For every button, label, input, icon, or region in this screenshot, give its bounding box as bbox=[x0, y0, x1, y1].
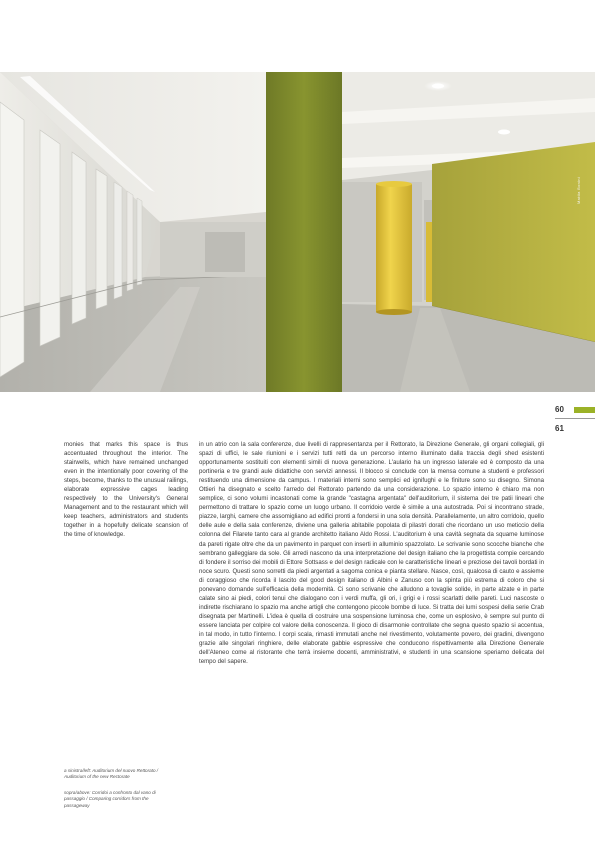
caption-left: a sinistra/left: Auditorium del nuovo Rettorato / Auditorium of the new Rectorate bbox=[64, 768, 159, 780]
page-number-right: 61 bbox=[555, 424, 564, 433]
page-number-left: 60 bbox=[555, 405, 564, 414]
corridor-photo bbox=[0, 72, 595, 392]
photo-credit: Mattia Bonini bbox=[576, 176, 581, 204]
page-number-divider bbox=[555, 418, 595, 419]
english-text-column: monies that marks this space is thus accentuated throughout the interior. The stairwells, which have remained unchanged even in the intentionally poor covering of the steps, become, thanks to the unusual railings, elaborate expressive cages leading respectively to the University's General Management and to the restaurant which will keep teachers, administrators and students together in a hopefully delicate scansion of the time of knowledge. bbox=[64, 441, 188, 539]
corridor-photo-illustration bbox=[0, 72, 595, 392]
caption-above: sopra/above: Corridoi a confronto dal vano di passaggio / Comparing corridors from the passageway bbox=[64, 790, 156, 808]
italian-text-column: in un atrio con la sala conferenze, due livelli di rappresentanza per il Rettorato, la Direzione Generale, gli organi collegiali, gli spazi di uffici, le sale riunioni e i servizi tutti retti da un percorso interno illuminato dalla traccia degli shed esistenti opportunamente sostituiti con elementi simili di nuova generazione. L'aulario ha un ingresso laterale ed è composto da una portineria e tre grandi aule didattiche con servizi annessi. Il blocco si conclude con la mensa comune a studenti e professori restituendo una dimensione da campus. I materiali interni sono semplici ed ignifughi e le finiture sono su disegno. Simona Ottieri ha disegnato e scelto l'arredo del Rettorato partendo da una considerazione. Lo spazio interno è chiaro ma non semplice, ci sono volumi incastonati come la grande "castagna argentata" dell'auditorium, il sistema dei tre patii lineari che permettono di trattare lo spazio come un luogo urbano. Il corridoio verde è simile a una autostrada. Poi si incontrano strade, piazze, larghi, camere che assomigliano ad edifici pronti a fondersi in una sola densità. Parallelamente, un altro corridoio, quello delle aule e della sala conferenze, diviene una galleria abitabile popolata di pilastri dorati che ricordano un uso meticcio della colonna del Filarete tanto cara al grande architetto italiano Aldo Rossi. L'auditorium è una cavità segnata da squame luminose da pareti rigate oltre che da un pavimento in parquet con inserti in alluminio spazzolato. Le scrivanie sono scocche bianche che sembrano galleggiare da sole. Gli arredi nascono da una interpretazione del design italiano che la progettista compie cercando di fondere il sorriso dei mobili di Ettore Sottsass e del design radicale con le caratteristiche lineari e preziose dei tavoli bordati in noce scuro. Questi sono sorretti da piedi argentati a sagoma conica e pianta stellare. Nasce, così, qualcosa di cauto e assieme di coraggioso che ricorda il lascito del good design italiano di Albini e Zanuso con la spinta più estrema di coloro che si ponevano domande sull'efficacia della modernità. Ci sono scrivanie che alludono a tovaglie solide, in parte alzate e in parte calate sino ai piedi, colori tenui che dialogano con i verdi muffa, gli ori, i grigi e i rossi scarlatti delle pareti. Luci nascoste o indirette rischiarano lo spazio ma anche artigli che contengono piccole bombe di luce. Si tratta dei lumi sospesi della serie Crab disegnata per Martinelli. L'idea è quella di costruire una sospensione luminosa che, come un esplosivo, è sempre sul punto di essere lanciata per colpire col valore della conoscenza. Il gioco di disarmonie controllate che segna questo spazio si accentua, in tal modo, in tutto l'interno. I corpi scala, rimasti immutati anche nel rivestimento, volutamente povero, dei gradini, divengono grazie alle singolari ringhiere, delle elaborate gabbie espressive che conducono rispettivamente alla Direzione Generale dell'Ateneo come al ristorante che terrà insieme docenti, amministrativi, e studenti in una scansione speriamo delicata del tempo del sapere. bbox=[199, 441, 544, 666]
page-number-accent-bar bbox=[574, 407, 595, 413]
